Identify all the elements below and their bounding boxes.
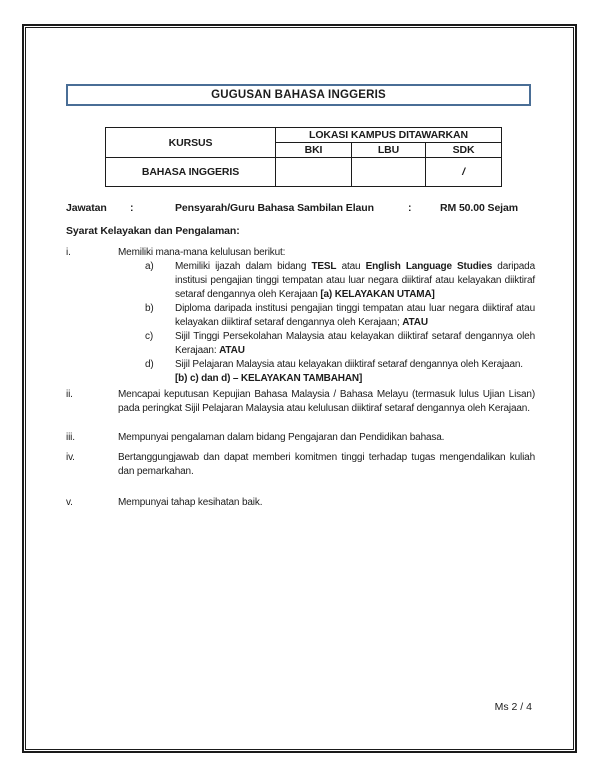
text-segment: Mencapai keputusan Kepujian Bahasa Malaysia / Bahasa Melayu (termasuk lulus Ujian Lisan) pada peringkat Sijil Pelajaran Malaysia atau kelulusan diiktiraf setaraf dengannya oleh Kerajaan. (118, 389, 535, 414)
text-segment: Mempunyai tahap kesihatan baik. (118, 497, 263, 508)
text-segment: ATAU (402, 317, 428, 328)
location-header: LOKASI KAMPUS DITAWARKAN (276, 128, 502, 143)
jawatan-rate: RM 50.00 Sejam (440, 202, 518, 214)
requirement-numeral: ii. (66, 389, 73, 400)
sub-item-label: a) (145, 261, 154, 272)
requirement-text (118, 451, 535, 479)
requirement-sub-item (145, 330, 535, 358)
text-segment: ATAU (219, 345, 245, 356)
text-segment: Bertanggungjawab dan dapat memberi komitmen tinggi terhadap tugas mengendalikan kuliah dan pemarkahan. (118, 452, 535, 477)
requirement-numeral: i. (66, 247, 71, 258)
requirement-body (118, 246, 535, 386)
lbu-offer-cell (352, 158, 426, 187)
requirement-item (66, 246, 535, 386)
rate-colon: : (408, 202, 412, 214)
sub-item-label: c) (145, 331, 154, 342)
requirement-body (118, 431, 535, 445)
requirement-numeral: v. (66, 497, 73, 508)
sub-item-label: d) (145, 359, 154, 370)
requirement-body (118, 388, 535, 416)
requirement-sub-item (145, 358, 535, 372)
requirement-numeral: iii. (66, 432, 75, 443)
sub-item-text (175, 302, 535, 330)
requirements-heading: Syarat Kelayakan dan Pengalaman: (66, 225, 240, 237)
sdk-offer-cell: / (426, 158, 502, 187)
requirement-sub-item (145, 260, 535, 302)
title-box (66, 84, 531, 106)
text-segment: atau (336, 261, 366, 272)
requirement-body (118, 451, 535, 479)
text-segment: daripada institusi pengajian tinggi tempatan atau luar negara diiktiraf atau kelayakan diiktiraf setaraf dengannya oleh Kerajaan (175, 261, 535, 300)
requirement-numeral: iv. (66, 452, 75, 463)
text-segment: English Language Studies (365, 261, 493, 272)
page-number: Ms 2 / 4 (494, 701, 532, 713)
page-title: GUGUSAN BAHASA INGGERIS (211, 89, 386, 101)
text-segment: [b) c) dan d) – KELAYAKAN TAMBAHAN] (175, 373, 363, 384)
sub-item-text (175, 358, 535, 372)
kursus-header: KURSUS (106, 128, 276, 158)
requirement-sub-item (145, 302, 535, 330)
requirement-text (118, 246, 535, 260)
bki-offer-cell (276, 158, 352, 187)
campus-col-sdk: SDK (426, 143, 502, 158)
table-row (106, 158, 502, 187)
text-segment: Memiliki mana-mana kelulusan berikut: (118, 247, 286, 258)
jawatan-label: Jawatan (66, 202, 107, 214)
requirement-body (118, 496, 535, 510)
course-location-table (105, 127, 502, 187)
text-segment: Memiliki ijazah dalam bidang (175, 261, 312, 272)
course-name-cell: BAHASA INGGERIS (106, 158, 276, 187)
text-segment: Sijil Pelajaran Malaysia atau kelayakan diiktiraf setaraf dengannya oleh Kerajaan. (175, 359, 523, 370)
text-segment: Diploma daripada institusi pengajian tinggi tempatan atau luar negara diiktiraf atau kelayakan diiktiraf setaraf dengannya oleh Kerajaan; (175, 303, 535, 328)
sub-item-text (175, 260, 535, 302)
campus-col-bki: BKI (276, 143, 352, 158)
requirement-item (66, 388, 535, 416)
jawatan-colon: : (130, 202, 134, 214)
requirement-text (118, 388, 535, 416)
requirement-item (66, 496, 535, 510)
campus-col-lbu: LBU (352, 143, 426, 158)
text-segment: TESL (311, 261, 337, 272)
text-segment: Mempunyai pengalaman dalam bidang Pengajaran dan Pendidikan bahasa. (118, 432, 445, 443)
text-segment: Sijil Tinggi Persekolahan Malaysia atau kelayakan diiktiraf setaraf dengannya oleh Kerajaan: (175, 331, 535, 356)
requirement-item (66, 451, 535, 479)
text-segment: [a) KELAYAKAN UTAMA] (320, 289, 435, 300)
sub-item-text (175, 330, 535, 358)
requirement-text (118, 496, 535, 510)
requirement-note (175, 372, 535, 386)
jawatan-position: Pensyarah/Guru Bahasa Sambilan Elaun (175, 202, 374, 214)
requirement-text (118, 431, 535, 445)
jawatan-line (0, 202, 600, 216)
sub-item-label: b) (145, 303, 154, 314)
requirement-item (66, 431, 535, 445)
